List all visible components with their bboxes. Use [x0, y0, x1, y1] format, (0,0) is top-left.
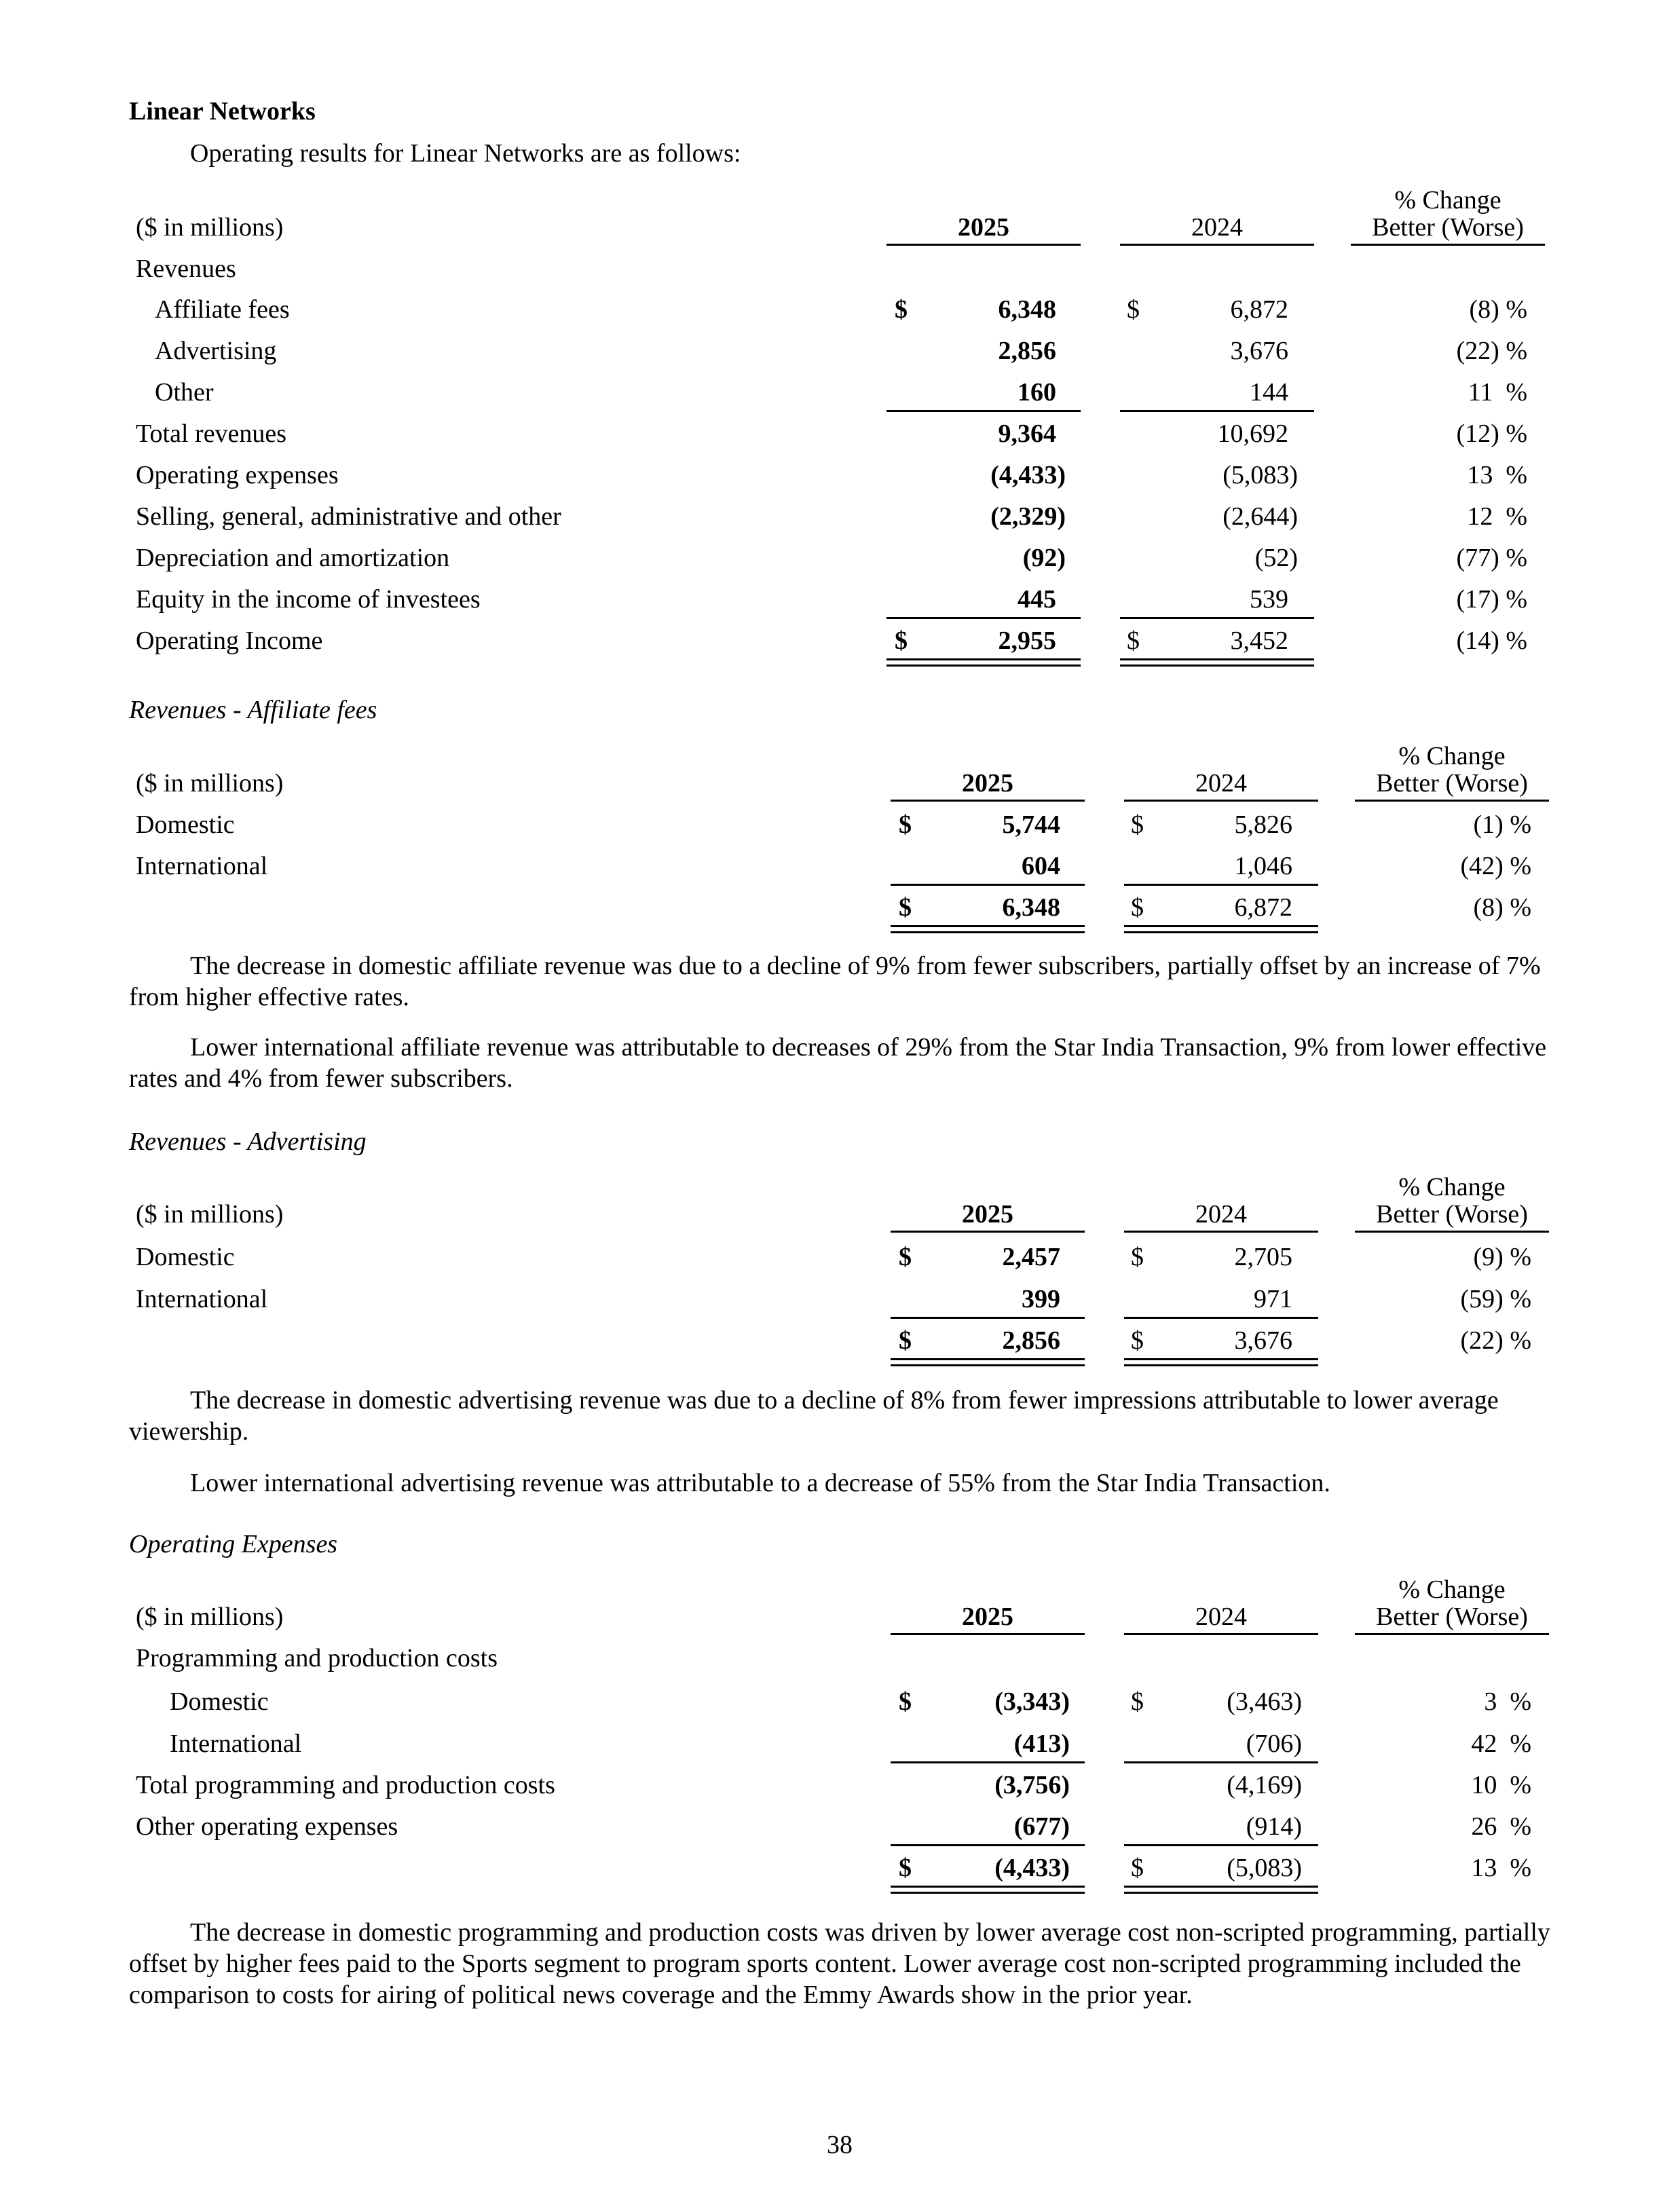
change-header-line1: % Change	[1394, 186, 1501, 214]
value-2024: 3,452	[1230, 626, 1288, 655]
value-2025: (413)	[1013, 1729, 1070, 1758]
value-2024: 3,676	[1234, 1326, 1292, 1355]
value-2024: 144	[1250, 378, 1288, 407]
value-2024: 2,705	[1234, 1243, 1292, 1271]
row-label: Equity in the income of investees	[136, 585, 481, 614]
value-2025: 6,348	[1002, 893, 1060, 922]
pct-change: 13 %	[1467, 461, 1527, 489]
revenues-label: Revenues	[136, 255, 236, 283]
affiliate-heading: Revenues - Affiliate fees	[129, 696, 377, 724]
pct-change: (14) %	[1456, 626, 1527, 655]
change-header-line1: % Change	[1398, 742, 1506, 770]
paragraph-text: Lower international affiliate revenue was attributable to decreases of 29% from the Star India Transaction, 9% from lower effective rates and 4% from fewer subscribers.	[129, 1033, 1547, 1093]
pct-change: (8) %	[1473, 893, 1531, 922]
currency-2024: $	[1131, 810, 1144, 839]
currency-2025: $	[899, 1326, 912, 1355]
pct-change: (22) %	[1456, 337, 1527, 365]
change-header-line1: % Change	[1398, 1173, 1506, 1201]
value-2024: 10,692	[1217, 419, 1288, 448]
row-label: Operating expenses	[136, 461, 339, 489]
value-2025: 2,856	[998, 337, 1056, 365]
row-label: International	[136, 1285, 268, 1313]
pct-change: (1) %	[1473, 810, 1531, 839]
currency-2025: $	[899, 1243, 912, 1271]
value-2024: (5,083)	[1222, 461, 1298, 489]
pct-change: 42 %	[1471, 1729, 1531, 1758]
col-2024-header: 2024	[1195, 1603, 1247, 1631]
value-2025: 604	[1022, 852, 1060, 880]
currency-2024: $	[1131, 1243, 1144, 1271]
row-label: Operating Income	[136, 626, 323, 655]
currency-2025: $	[899, 1854, 912, 1882]
currency-2024: $	[1131, 1854, 1144, 1882]
currency-2024: $	[1131, 1687, 1144, 1716]
intro-text: Operating results for Linear Networks are as follows:	[190, 139, 741, 168]
row-label: Domestic	[136, 1243, 235, 1271]
row-label: International	[136, 852, 268, 880]
col-2024-header: 2024	[1195, 769, 1247, 798]
value-2025: (2,329)	[990, 502, 1066, 531]
pct-change: (17) %	[1456, 585, 1527, 614]
currency-2025: $	[899, 893, 912, 922]
pct-change: (59) %	[1460, 1285, 1531, 1313]
units-label: ($ in millions)	[136, 1603, 284, 1631]
pct-change: 11 %	[1468, 378, 1527, 407]
affiliate-paragraph-2	[129, 1032, 1554, 1094]
currency-2024: $	[1127, 295, 1140, 324]
advertising-paragraph-2	[129, 1467, 1554, 1499]
value-2024: (914)	[1246, 1812, 1302, 1841]
col-2024-header: 2024	[1195, 1200, 1247, 1229]
value-2025: (4,433)	[990, 461, 1066, 489]
change-header-line2: Better (Worse)	[1376, 1200, 1528, 1229]
col-2025-header: 2025	[962, 1603, 1013, 1631]
row-label: Total programming and production costs	[136, 1771, 555, 1799]
pct-change: 10 %	[1471, 1771, 1531, 1799]
opex-paragraph-1	[129, 1917, 1554, 2010]
currency-2025: $	[899, 1687, 912, 1716]
value-2024: (52)	[1254, 544, 1298, 572]
pct-change: (12) %	[1456, 419, 1527, 448]
currency-2024: $	[1131, 893, 1144, 922]
affiliate-paragraph-1	[129, 950, 1554, 1013]
currency-2024: $	[1131, 1326, 1144, 1355]
paragraph-text: The decrease in domestic programming and production costs was driven by lower average cost non-scripted programming, partially offset by higher fees paid to the Sports segment to program sports content. Lower average cost non-scripted programming included the comparison to costs for airing of political news coverage and the Emmy Awards show in the prior year.	[129, 1918, 1550, 2009]
currency-2024: $	[1127, 626, 1140, 655]
paragraph-text: The decrease in domestic affiliate revenue was due to a decline of 9% from fewer subscribers, partially offset by an increase of 7% from higher effective rates.	[129, 952, 1541, 1011]
row-label: Selling, general, administrative and other	[136, 502, 561, 531]
col-2025-header: 2025	[958, 213, 1009, 242]
value-2024: (2,644)	[1222, 502, 1298, 531]
section-title: Linear Networks	[129, 97, 316, 126]
opex-heading: Operating Expenses	[129, 1530, 338, 1558]
value-2024: (706)	[1246, 1729, 1302, 1758]
pct-change: 13 %	[1471, 1854, 1531, 1882]
value-2025: 2,856	[1002, 1326, 1060, 1355]
col-2025-header: 2025	[962, 1200, 1013, 1229]
units-label: ($ in millions)	[136, 213, 284, 242]
pct-change: (22) %	[1460, 1326, 1531, 1355]
value-2025: 9,364	[998, 419, 1056, 448]
value-2025: 6,348	[998, 295, 1056, 324]
value-2025: 160	[1018, 378, 1056, 407]
row-label: Domestic	[170, 1687, 269, 1716]
currency-2025: $	[895, 295, 908, 324]
change-header-line2: Better (Worse)	[1376, 1603, 1528, 1631]
pct-change: 26 %	[1471, 1812, 1531, 1841]
currency-2025: $	[895, 626, 908, 655]
advertising-paragraph-1	[129, 1385, 1554, 1447]
pct-change: 12 %	[1467, 502, 1527, 531]
col-2025-header: 2025	[962, 769, 1013, 798]
value-2024: 6,872	[1230, 295, 1288, 324]
pct-change: (77) %	[1456, 544, 1527, 572]
value-2025: (3,343)	[994, 1687, 1070, 1716]
value-2025: 445	[1018, 585, 1056, 614]
pct-change: (9) %	[1473, 1243, 1531, 1271]
paragraph-text: Lower international advertising revenue was attributable to a decrease of 55% from the Star India Transaction.	[190, 1469, 1330, 1497]
currency-2025: $	[899, 810, 912, 839]
value-2025: (677)	[1013, 1812, 1070, 1841]
paragraph-text: The decrease in domestic advertising revenue was due to a decline of 8% from fewer impressions attributable to lower average viewership.	[129, 1386, 1499, 1446]
change-header-line1: % Change	[1398, 1575, 1506, 1604]
value-2024: 5,826	[1234, 810, 1292, 839]
value-2024: 3,676	[1230, 337, 1288, 365]
row-label: Depreciation and amortization	[136, 544, 450, 572]
row-label: Affiliate fees	[155, 295, 290, 324]
value-2024: (4,169)	[1227, 1771, 1302, 1799]
value-2024: 6,872	[1234, 893, 1292, 922]
row-label: Other operating expenses	[136, 1812, 398, 1841]
pct-change: (8) %	[1469, 295, 1527, 324]
change-header-line2: Better (Worse)	[1372, 213, 1524, 242]
value-2024: 539	[1250, 585, 1288, 614]
row-label: Other	[155, 378, 214, 407]
value-2024: 1,046	[1234, 852, 1292, 880]
value-2025: 2,457	[1002, 1243, 1060, 1271]
col-2024-header: 2024	[1191, 213, 1243, 242]
value-2025: (92)	[1022, 544, 1066, 572]
units-label: ($ in millions)	[136, 769, 284, 798]
value-2025: 399	[1022, 1285, 1060, 1313]
row-label: International	[170, 1729, 302, 1758]
advertising-heading: Revenues - Advertising	[129, 1127, 367, 1156]
pct-change: (42) %	[1460, 852, 1531, 880]
page-number: 38	[827, 2131, 853, 2159]
value-2024: (5,083)	[1227, 1854, 1302, 1882]
value-2024: 971	[1254, 1285, 1292, 1313]
value-2025: 2,955	[998, 626, 1056, 655]
value-2025: 5,744	[1002, 810, 1060, 839]
value-2024: (3,463)	[1227, 1687, 1302, 1716]
value-2025: (4,433)	[994, 1854, 1070, 1882]
value-2025: (3,756)	[994, 1771, 1070, 1799]
change-header-line2: Better (Worse)	[1376, 769, 1528, 798]
row-label: Domestic	[136, 810, 235, 839]
pct-change: 3 %	[1484, 1687, 1531, 1716]
row-label: Advertising	[155, 337, 277, 365]
units-label: ($ in millions)	[136, 1200, 284, 1229]
row-label: Total revenues	[136, 419, 287, 448]
group-label: Programming and production costs	[136, 1644, 498, 1672]
